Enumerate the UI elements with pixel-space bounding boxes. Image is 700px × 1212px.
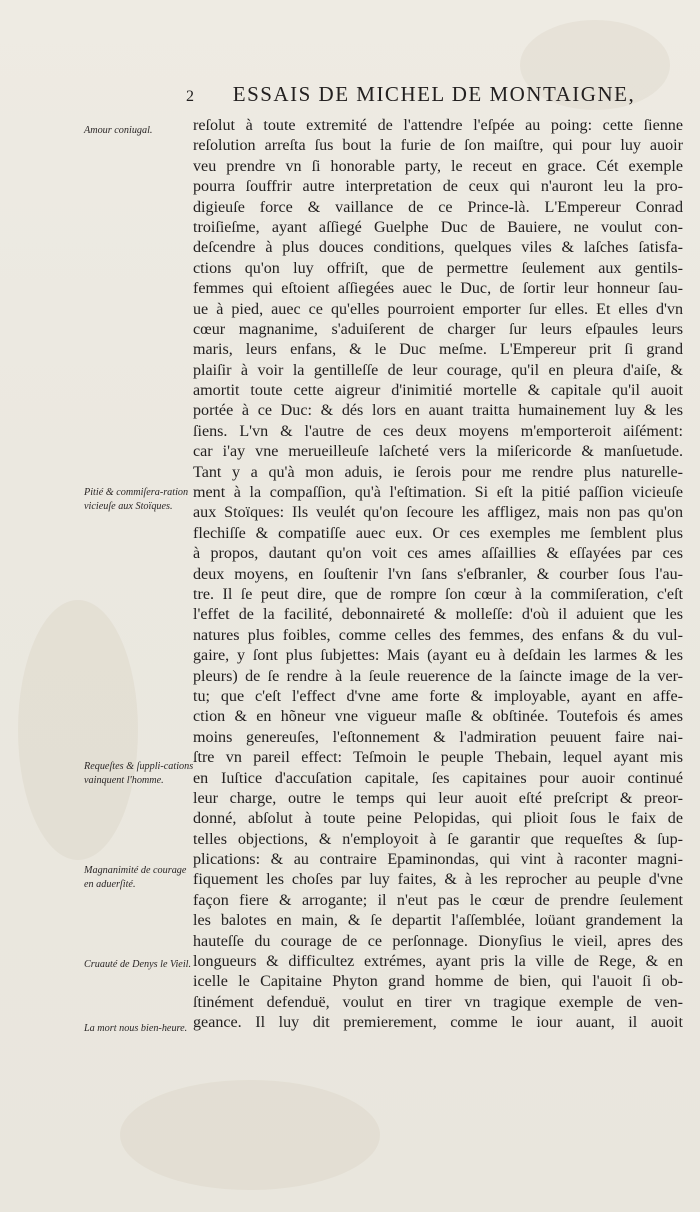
paper-stain <box>18 600 138 860</box>
text-line: hauteſſe du courage de ce perſonnage. Dionyſius le vieil, apres des <box>193 932 683 950</box>
text-line: leur charge, outre le temps qui leur auoit eſté preſcript & preor- <box>193 789 683 807</box>
margin-note: Magnanimité de courage en aduerſité. <box>84 865 187 890</box>
text-line: aux Stoïques: Ils veulét qu'on ſecoure les affligez, mais non pas qu'on <box>193 504 683 522</box>
text-line: longueurs & difficultez extrémes, ayant pris la ville de Rege, & en <box>193 953 683 971</box>
text-line: natures plus foibles, comme celles des femmes, des enfans & du vul- <box>193 626 683 644</box>
text-line: pleurs) de ſe rendre à la ſeule reuerence de la ſaincte image de la ver- <box>193 667 683 685</box>
text-line: plaiſir à voir la gentilleſſe de leur courage, qu'il en pleura d'aiſe, & <box>193 361 683 379</box>
paper-stain <box>120 1080 380 1190</box>
text-line: veu prendre vn ſi honorable party, le receut en grace. Cét exemple <box>193 157 683 175</box>
text-line: façon fiere & arrogante; il n'eut pas le cœur de prendre ſeulement <box>193 891 683 909</box>
margin-note: Cruauté de Denys le Vieil. <box>84 959 192 970</box>
running-header <box>186 82 656 107</box>
text-line: donné, abſolut à toute peine Pelopidas, qui plioit ſous le faix de <box>193 810 683 828</box>
text-line: ſtre vn pareil effect: Teſmoin le peuple Thebain, lequel ayant mis <box>193 749 683 767</box>
text-line: deux moyens, en ſouſtenir l'vn ſans s'eſbranler, & courber ſous l'au- <box>193 565 683 583</box>
text-line: fiquement les choſes par luy faites, & à les reprocher au peuple d'vne <box>193 871 683 889</box>
text-line: ſtinément defenduë, voulut en tirer vn tragique exemple de ven- <box>193 993 683 1011</box>
text-line: icelle le Capitaine Phyton grand homme de bien, qui l'auoit ſi ob- <box>193 973 683 991</box>
text-line: amortit toute cette aigreur d'inimitié mortelle & capitale qu'il auoit <box>193 382 683 400</box>
text-line: gaire, y ſont plus ſubjettes: Mais (ayant eu à deſdain les larmes & les <box>193 647 683 665</box>
text-line: digieuſe force & vaillance de ce Prince-là. L'Empereur Conrad <box>193 198 683 216</box>
margin-note: La mort nous bien-heure. <box>84 1023 188 1034</box>
text-line: cœur magnanime, s'aduiſerent de charger ſur leurs eſpaules leurs <box>193 320 683 338</box>
text-line: ment à la compaſſion, qu'à l'eſtimation. Si eſt la pitié paſſion vicieuſe <box>193 484 683 502</box>
text-line: ſiens. L'vn & l'autre de ces deux moyens m'emporteroit aiſément: <box>193 422 683 440</box>
text-line: geance. Il luy dit premierement, comme le iour auant, il auoit <box>193 1014 683 1032</box>
text-line: deſcendre à plus douces conditions, quelques viles & laſches ſatisfa- <box>193 239 683 257</box>
running-title: ESSAIS DE MICHEL DE MONTAIGNE, <box>232 82 636 106</box>
text-line: reſolut à toute extremité de l'attendre l'eſpée au poing: cette ſienne <box>193 117 683 134</box>
page-number: 2 <box>186 88 196 105</box>
text-line: à propos, dautant qu'on voit ces ames aſſaillies & eſſayées par ces <box>193 545 683 563</box>
text-line: femmes qui eſtoient aſſiegées auec le Duc, de ſortir leur honneur ſau- <box>193 280 683 298</box>
text-line: tu; que c'eſt l'effect d'vne ame forte & imployable, ayant en affe- <box>193 687 683 705</box>
text-line: portée à ce Duc: & dés lors en auant traitta humainement luy & les <box>193 402 683 420</box>
text-line: telles objections, & n'employoit à ſe garantir que requeſtes & ſup- <box>193 830 683 848</box>
margin-note: Requeſtes & ſuppli-cations vainquent l'homme. <box>84 761 194 786</box>
text-line: car i'ay vne merueilleuſe laſcheté vers la miſericorde & manſuetude. <box>193 443 683 461</box>
text-line: en Iuſtice d'accuſation capitale, ſes capitaines pour auoir continué <box>193 769 683 787</box>
text-line: troiſieſme, ayant aſſiegé Guelphe Duc de Bauiere, ne voulut con- <box>193 218 683 236</box>
text-line: tre. Il ſe peut dire, que de rompre ſon cœur à la commiſeration, c'eſt <box>193 585 683 603</box>
text-line: l'effet de la facilité, debonnaireté & molleſſe: d'où il aduient que les <box>193 606 683 624</box>
text-line: ctions qu'on luy offriſt, que de permettre ſeulement aux gentils- <box>193 259 683 277</box>
text-line: pourra ſouffrir autre interpretation de ceux qui n'auront leu la pro- <box>193 178 683 196</box>
main-text-block <box>193 116 683 1034</box>
text-line: ction & en hõneur vne vigueur maſle & obſtinée. Toutefois és ames <box>193 708 683 726</box>
text-line: Tant y a qu'à mon aduis, ie ſerois pour me rendre plus naturelle- <box>193 463 683 481</box>
text-line: reſolution arreſta ſus bout la furie de ſon maiſtre, qui pour luy auoir <box>193 137 683 155</box>
text-line: moins genereuſes, l'eſtonnement & l'admiration peuuent faire nai- <box>193 728 683 746</box>
text-line: maris, leurs enfans, & le Duc meſme. L'Empereur prit ſi grand <box>193 341 683 359</box>
text-line: plications: & au contraire Epaminondas, qui vint à raconter magni- <box>193 851 683 869</box>
text-line: les balotes en main, & ſe departit l'aſſemblée, loüant grandement la <box>193 912 683 930</box>
margin-note: Amour coniugal. <box>84 125 153 136</box>
margin-note: Pitié & commiſera-ration vicieuſe aux Stoïques. <box>84 487 189 512</box>
text-line: ue à pied, auec ce qu'elles pourroient emporter ſur elles. Et elles d'vn <box>193 300 683 318</box>
text-line: flechiſſe & compatiſſe auec eux. Or ces exemples me ſemblent plus <box>193 524 683 542</box>
